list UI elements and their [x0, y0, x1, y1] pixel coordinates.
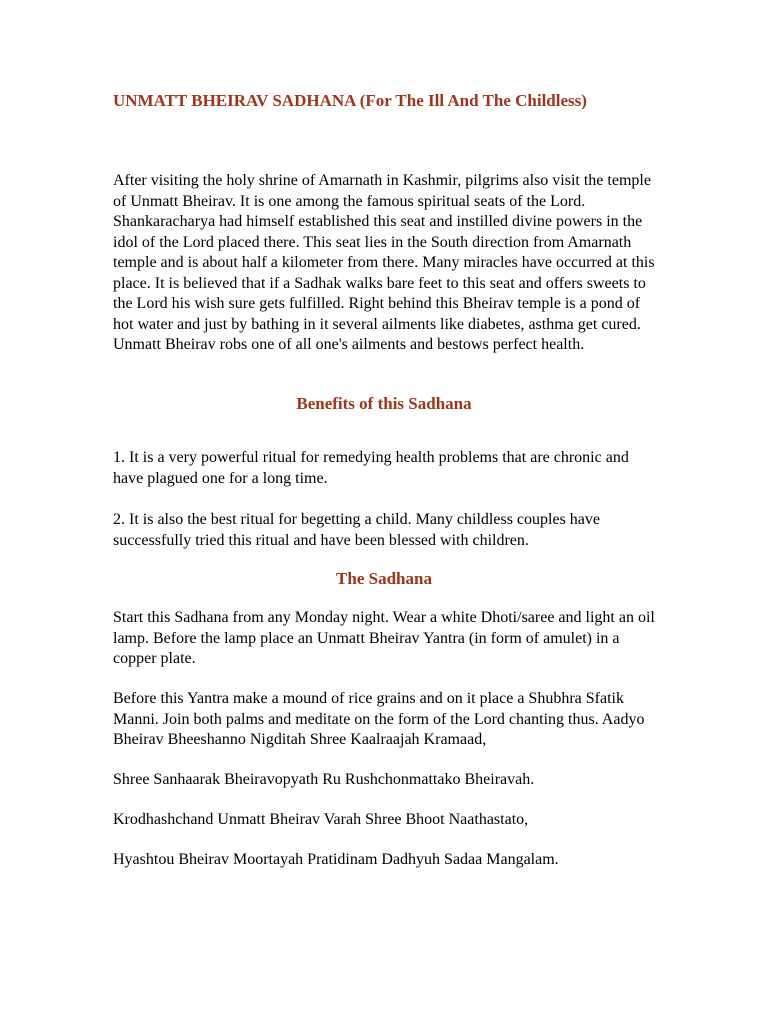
benefit-item-2: 2. It is also the best ritual for begetting a child. Many childless couples have successfully tried this ritual and have been blessed with children.: [113, 511, 600, 549]
mantra-line-3: Hyashtou Bheirav Moortayah Pratidinam Dadhyuh Sadaa Mangalam.: [113, 851, 559, 868]
mantra-line-1: Shree Sanhaarak Bheiravopyath Ru Rushchonmattako Bheiravah.: [113, 771, 535, 788]
document-title: UNMATT BHEIRAV SADHANA (For The Ill And The Childless): [113, 91, 587, 110]
sadhana-paragraph-2: Before this Yantra make a mound of rice grains and on it place a Shubhra Sfatik Manni. Join both palms and meditate on the form of the Lord chanting thus. Aadyo Bheirav Bheeshanno Nigditah Shree Kaalraajah Kramaad,: [113, 690, 645, 748]
sadhana-heading: The Sadhana: [336, 569, 432, 588]
mantra-line-2: Krodhashchand Unmatt Bheirav Varah Shree Bhoot Naathastato,: [113, 811, 529, 828]
sadhana-paragraph-1: Start this Sadhana from any Monday night. Wear a white Dhoti/saree and light an oil lamp. Before the lamp place an Unmatt Bheirav Yantra (in form of amulet) in a copper plate.: [113, 609, 655, 667]
benefits-heading: Benefits of this Sadhana: [296, 394, 472, 413]
benefit-item-1: 1. It is a very powerful ritual for remedying health problems that are chronic and have plagued one for a long time.: [113, 449, 629, 487]
intro-paragraph: After visiting the holy shrine of Amarnath in Kashmir, pilgrims also visit the temple of Unmatt Bheirav. It is one among the famous spiritual seats of the Lord. Shankaracharya had himself established this seat and instilled divine powers in the idol of the Lord placed there. This seat lies in the South direction from Amarnath temple and is about half a kilometer from there. Many miracles have occurred at this place. It is believed that if a Sadhak walks bare feet to this seat and offers sweets to the Lord his wish sure gets fulfilled. Right behind this Bheirav temple is a pond of hot water and just by bathing in it several ailments like diabetes, asthma get cured. Unmatt Bheirav robs one of all one's ailments and bestows perfect health.: [113, 172, 655, 353]
